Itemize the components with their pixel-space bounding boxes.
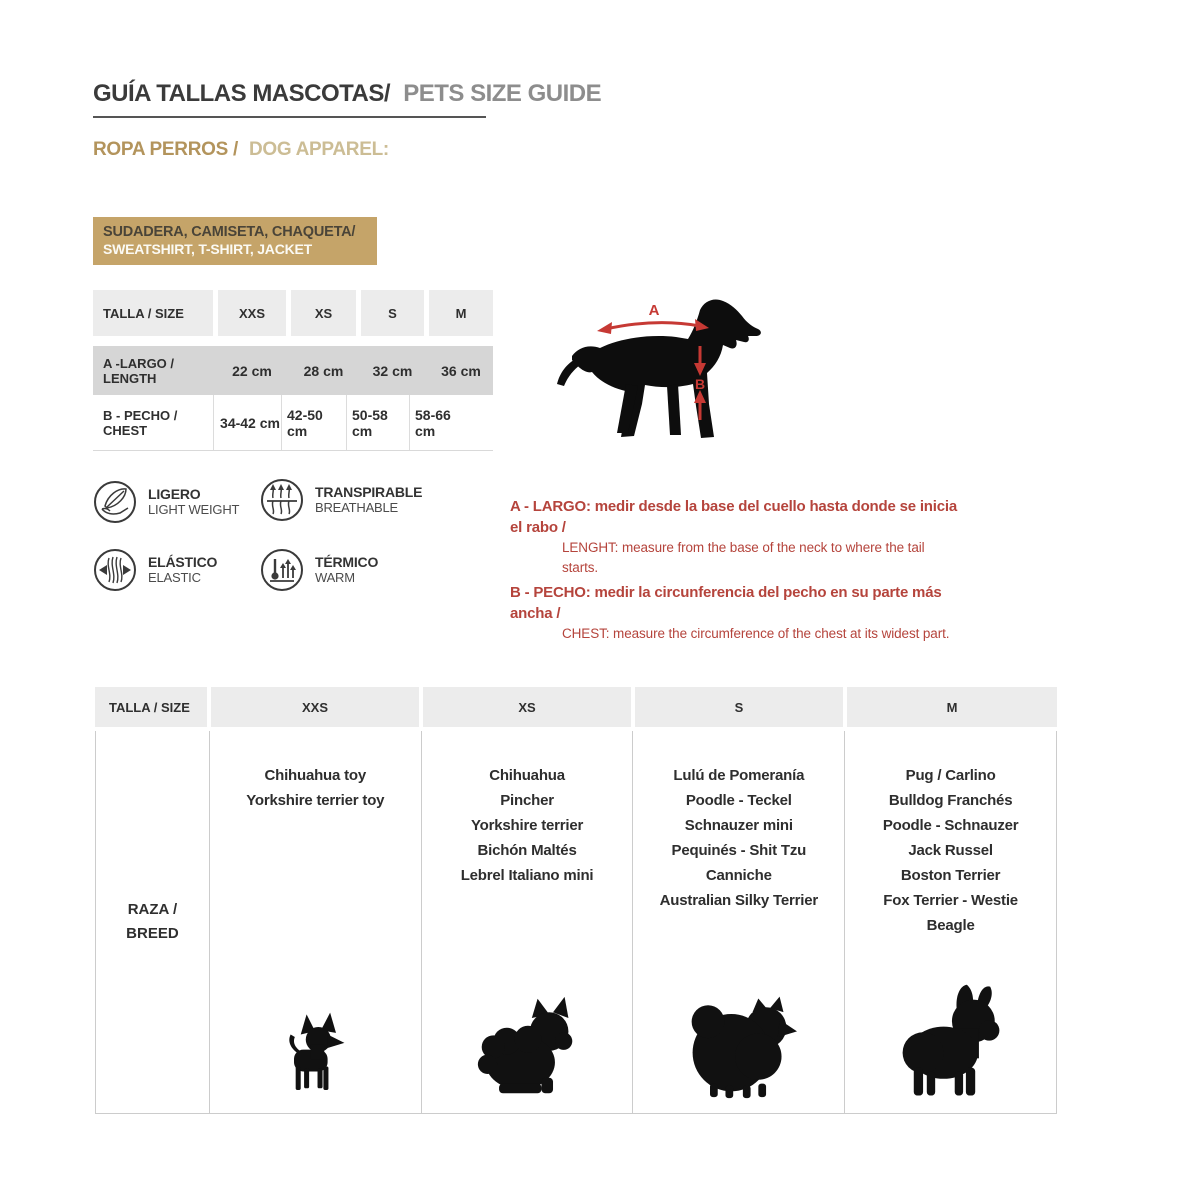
size-table-header-s: S [361,290,424,336]
chest-s: 50-58 cm [346,395,409,450]
note-b-es [510,582,960,624]
feature-elastic-es: ELÁSTICO [148,554,218,570]
breed-item: Bichón Maltés [477,842,577,859]
chihuahua-silhouette-icon [277,1011,353,1095]
size-table-header-xxs: XXS [218,290,286,336]
size-table-header-xs: XS [291,290,356,336]
chest-xs: 42-50 cm [281,395,346,450]
breed-item: Pincher [500,792,554,809]
feature-warm [260,548,378,592]
breed-item: Australian Silky Terrier [659,892,818,909]
page-subtitle [93,139,389,161]
note-a-text-es: medir desde la base del cuello hasta donde se inicia el rabo / [510,498,957,536]
length-xs: 28 cm [303,362,344,379]
breed-cell-xxs [210,731,422,1113]
breed-cell-xs [422,731,634,1113]
length-s: 32 cm [372,362,413,379]
breed-item: Poodle - Teckel [685,792,792,809]
breed-item: Poodle - Schnauzer [882,817,1019,834]
measuring-diagram [550,296,805,459]
feather-hand-icon [93,480,137,524]
breed-item: Jack Russel [908,842,993,859]
feature-lightweight-es: LIGERO [148,486,201,502]
note-a-es [510,496,960,538]
size-table-row-length [93,346,493,395]
elastic-stretch-icon [93,548,137,592]
thermometer-warm-icon [260,548,304,592]
breed-header-xs: XS [423,687,631,727]
breed-item: Canniche [705,867,772,884]
breed-item: Yorkshire terrier toy [246,792,385,809]
feature-warm-en: WARM [315,570,355,585]
title-underline [93,116,486,118]
breed-item: Lulú de Pomeranía [673,767,805,784]
breed-item: Bulldog Franchés [888,792,1013,809]
breed-header-s: S [635,687,843,727]
page-title [93,80,601,108]
breed-item: Fox Terrier - Westie [883,892,1018,909]
chest-m: 58-66 cm [409,395,473,450]
length-xxs: 22 cm [232,362,272,379]
size-table-header-talla: TALLA / SIZE [93,290,213,336]
breed-header-talla: TALLA / SIZE [95,687,207,727]
arrow-a-label: A [648,302,660,319]
breed-table-header-row [95,687,1057,727]
category-box [93,217,377,265]
feature-lightweight-en: LIGHT WEIGHT [148,502,240,517]
breed-item: Yorkshire terrier [470,817,584,834]
feature-elastic-en: ELASTIC [148,570,201,585]
chest-xxs: 34-42 cm [213,395,281,450]
subtitle-es: ROPA PERROS / [93,139,238,160]
feature-breathable-en: BREATHABLE [315,500,399,515]
breed-header-xxs: XXS [211,687,419,727]
breed-item: Chihuahua toy [264,767,367,784]
breed-item: Chihuahua [489,767,565,784]
french-bulldog-silhouette-icon [895,982,1007,1103]
size-table [93,290,493,451]
feature-breathable-es: TRANSPIRABLE [315,484,423,500]
category-es: SUDADERA, CAMISETA, CHAQUETA/ [103,224,356,240]
page-title-en: PETS SIZE GUIDE [403,80,602,107]
subtitle-en: DOG APPAREL: [248,139,389,160]
feature-elastic [93,548,217,592]
feature-warm-es: TÉRMICO [315,554,379,570]
long-haired-chihuahua-silhouette-icon [474,993,580,1099]
size-table-header-row [93,290,493,336]
note-b-en: CHEST: measure the circumference of the chest at its widest part. [562,626,950,641]
pomeranian-silhouette-icon [681,985,797,1101]
row-chest-label: B - PECHO / CHEST [93,395,213,450]
row-length-label: A -LARGO / LENGTH [103,355,175,386]
measure-notes [510,496,960,648]
breed-item: Lebrel Italiano mini [460,867,594,884]
breed-table [95,687,1057,1114]
breed-table-body [95,731,1057,1114]
arrow-b-label: B [694,376,706,392]
size-table-row-chest [93,395,493,451]
note-b-text-es: medir la circunferencia del pecho en su parte más ancha / [510,584,942,622]
page-title-es: GUÍA TALLAS MASCOTAS/ [93,80,391,107]
category-en: SWEATSHIRT, T-SHIRT, JACKET [103,241,313,257]
breed-item: Schnauzer mini [684,817,793,834]
note-a-en: LENGHT: measure from the base of the neck to where the tail starts. [562,540,925,575]
breed-item: Boston Terrier [900,867,1001,884]
feature-breathable [260,478,422,522]
breed-item: Pequinés - Shit Tzu [671,842,807,859]
breed-cell-s [633,731,845,1113]
feature-lightweight [93,480,239,524]
note-a-label: A - LARGO: [510,498,591,515]
size-table-header-m: M [429,290,493,336]
breed-row-label-line1: RAZA / [127,901,178,918]
breed-cell-m [845,731,1057,1113]
note-b-label: B - PECHO: [510,584,591,601]
breed-item: Pug / Carlino [905,767,996,784]
breed-header-m: M [847,687,1057,727]
breed-item: Beagle [926,917,975,934]
breed-row-label-line2: BREED [126,925,179,942]
breathable-airflow-icon [260,478,304,522]
length-m: 36 cm [441,362,481,379]
breed-row-label [96,731,210,1113]
dog-measure-silhouette-icon [550,296,805,454]
